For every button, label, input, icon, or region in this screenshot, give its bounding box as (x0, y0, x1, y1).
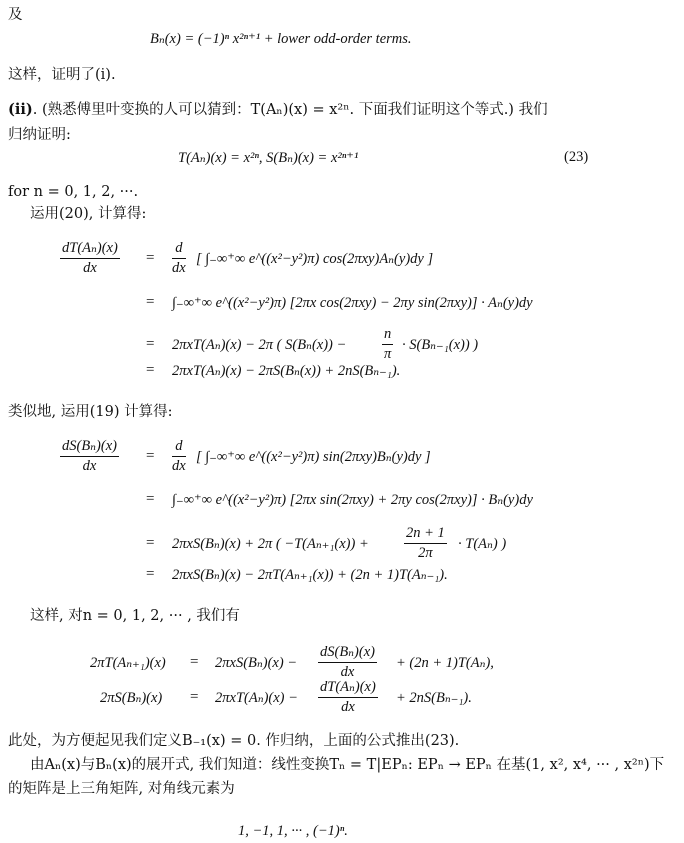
equation-row: ∫₋∞⁺∞ e^((x²−y²)π) [2πx sin(2πxy) + 2πy cos(2πxy)] · Bₙ(y)dy (172, 492, 533, 508)
relation-symbol: = (146, 250, 155, 266)
part-text: . (熟悉傅里叶变换的人可以猜到：T(Aₙ)(x) = x²ⁿ. 下面我们证明这个等式.) 我们 (32, 102, 548, 118)
diagonal-elements: 1, −1, 1, ··· , (−1)ⁿ. (238, 823, 348, 839)
equation-lhs: 2πT(Aₙ₊₁)(x) (90, 655, 166, 671)
equation-row: · T(Aₙ) ) (458, 536, 507, 552)
text-line: 类似地, 运用(19) 计算得: (8, 404, 173, 420)
equation-row: 2πxT(Aₙ)(x) − 2πS(Bₙ(x)) + 2nS(Bₙ₋₁). (172, 363, 401, 379)
equation-row: 2πxS(Bₙ)(x) − 2πT(Aₙ₊₁(x)) + (2n + 1)T(Aₙ₋₁). (172, 567, 448, 583)
relation-symbol: = (190, 689, 199, 705)
part-label: (ii) (8, 101, 33, 118)
equation-number: (23) (564, 149, 589, 165)
equation-row: 2πxS(Bₙ)(x) − (215, 655, 298, 671)
equation-row: 2πxT(Aₙ)(x) − (215, 690, 298, 706)
fraction-lhs: $\frac{\text{dT(Aₙ)(x)}}{dx}$ (62, 240, 118, 276)
equation-23: T(Aₙ)(x) = x²ⁿ, S(Bₙ)(x) = x²ⁿ⁺¹ (178, 150, 359, 166)
fraction: $\frac{\text{dT(Aₙ)(x)}}{dx}$ (320, 679, 376, 715)
relation-symbol: = (146, 336, 155, 352)
fraction: $\frac{\text{dS(Bₙ)(x)}}{dx}$ (320, 644, 375, 680)
text-line: 归纳证明: (8, 127, 71, 143)
equation-bn-expansion: Bₙ(x) = (−1)ⁿ x²ⁿ⁺¹ + lower odd-order terms. (150, 31, 412, 47)
equation-row: 2πxS(Bₙ)(x) + 2π ( −T(Aₙ₊₁(x)) + (172, 536, 369, 552)
equation-row: · S(Bₙ₋₁(x)) ) (402, 337, 479, 353)
text-line (8, 101, 548, 119)
text-line: for n = 0, 1, 2, ···. (8, 184, 139, 200)
text-line: 的矩阵是上三角矩阵, 对角线元素为 (8, 781, 235, 797)
equation-row: + 2nS(Bₙ₋₁). (396, 690, 472, 706)
equation-row: [ ∫₋∞⁺∞ e^((x²−y²)π) sin(2πxy)Bₙ(y)dy ] (196, 449, 431, 465)
text-line: 及 (8, 7, 23, 23)
text-line: 这样，证明了(i). (8, 67, 116, 83)
fraction-lhs: $\frac{\text{dS(Bₙ)(x)}}{dx}$ (62, 438, 117, 474)
text-line: 运用(20), 计算得: (30, 206, 147, 222)
relation-symbol: = (146, 448, 155, 464)
equation-row: [ ∫₋∞⁺∞ e^((x²−y²)π) cos(2πxy)Aₙ(y)dy ] (196, 251, 434, 267)
fraction: $\frac{n}{\pi}$ (383, 326, 392, 362)
text-line: 此处，为方便起见我们定义B₋₁(x) = 0. 作归纳，上面的公式推出(23). (8, 733, 460, 749)
equation-row: + (2n + 1)T(Aₙ), (396, 655, 494, 671)
text-line: 由Aₙ(x)与Bₙ(x)的展开式, 我们知道：线性变换Tₙ = T|EPₙ: EPₙ → EPₙ 在基(1, x², x⁴, ··· , x²ⁿ)下 (30, 757, 665, 773)
text-line: 这样, 对n = 0, 1, 2, ··· , 我们有 (30, 608, 240, 624)
fraction: $\frac{2n + 1}{2\pi}$ (406, 525, 445, 561)
relation-symbol: = (146, 566, 155, 582)
relation-symbol: = (190, 654, 199, 670)
relation-symbol: = (146, 535, 155, 551)
fraction-derivative: $\frac{d}{dx}$ (172, 438, 186, 474)
equation-row: 2πxT(Aₙ)(x) − 2π ( S(Bₙ(x)) − (172, 337, 347, 353)
equation-row: ∫₋∞⁺∞ e^((x²−y²)π) [2πx cos(2πxy) − 2πy sin(2πxy)] · Aₙ(y)dy (172, 295, 533, 311)
relation-symbol: = (146, 294, 155, 310)
fraction-derivative: $\frac{d}{dx}$ (172, 240, 186, 276)
relation-symbol: = (146, 491, 155, 507)
equation-lhs: 2πS(Bₙ)(x) (100, 690, 163, 706)
relation-symbol: = (146, 362, 155, 378)
